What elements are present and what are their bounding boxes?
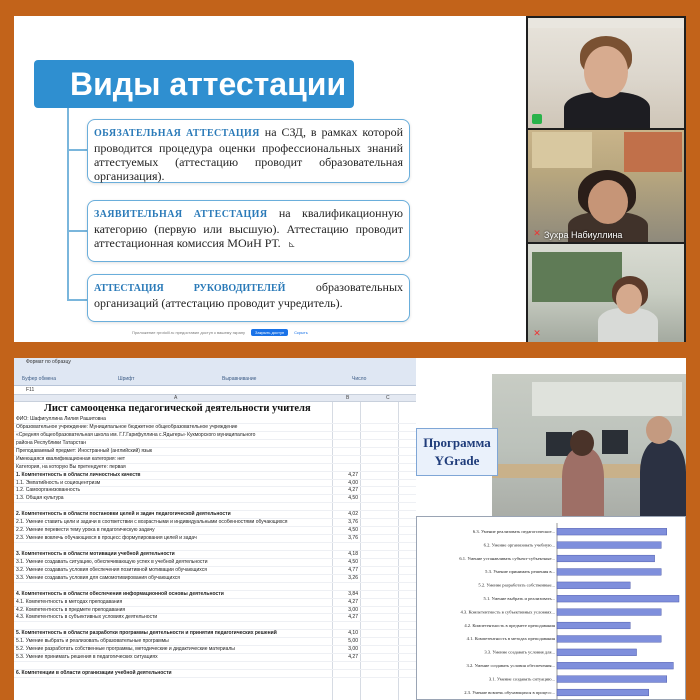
column-header[interactable]: B	[346, 395, 350, 401]
chart-category-label: 5.1. Умение выбрать и реализовать...	[483, 596, 555, 602]
row-label: 4.3. Компетентность в субъективных условиях деятельности	[16, 614, 158, 621]
chart-category-label: 6.1. Умение устанавливать субъект-субъектные...	[459, 555, 555, 561]
person-head	[646, 416, 672, 444]
chart-bar	[557, 542, 661, 549]
row-label: 5.2. Умение разработать собственные программы, методические и дидактические материалы	[16, 646, 235, 653]
competency-bar-chart	[416, 516, 686, 700]
chart-category-label: 3.3. Умение создавать условия для...	[484, 649, 555, 655]
chart-category-label: 6.2. Умение организовать учебную...	[483, 542, 555, 548]
table-row[interactable]	[14, 670, 416, 678]
chart-bar	[557, 555, 655, 562]
row-label: 2.1. Умение ставить цели и задачи в соответствии с возрастными и индивидуальными особенностями обучающихся	[16, 519, 288, 526]
formula-bar[interactable]	[14, 386, 416, 395]
chart-category-label: 4.1. Компетентность в методах преподавания	[466, 636, 555, 642]
ribbon-group-label: Выравнивание	[222, 376, 257, 382]
table-row[interactable]	[14, 472, 416, 480]
row-score: 3,00	[348, 606, 358, 613]
row-label: 4.2. Компетентность в предмете преподавания	[16, 606, 126, 613]
row-label: 3.3. Умение создавать условия для самомотивирования обучающихся	[16, 574, 180, 581]
row-label: Образовательное учреждение: Муниципальное бюджетное общеобразовательное учреждение	[16, 423, 238, 430]
card-text: на СЗД, в рамках которой проводится процедура оценки профессиональных знаний аттестуемых (аттестацию проводит образовательная организация).	[94, 125, 403, 183]
person-figure	[562, 448, 604, 520]
participant-face	[588, 180, 628, 224]
row-score: 4,50	[348, 558, 358, 565]
chalkboard	[532, 252, 622, 302]
row-score: 3,00	[348, 646, 358, 653]
chart-bar	[557, 528, 667, 535]
spreadsheet-window	[14, 358, 416, 700]
format-painter-button[interactable]: Формат по образцу	[26, 359, 71, 365]
column-headers	[14, 395, 416, 402]
participant-face	[584, 46, 628, 98]
person-head	[570, 430, 594, 456]
program-name: YGrade	[434, 453, 480, 468]
table-row[interactable]	[14, 456, 416, 464]
wall-posters	[532, 382, 682, 416]
row-score: 4,50	[348, 527, 358, 534]
classroom-photo	[492, 374, 686, 520]
row-label: 2.2. Умение перевести тему урока в педагогическую задачу	[16, 527, 155, 534]
tree-connector	[67, 108, 69, 300]
ribbon-group-label: Буфер обмена	[22, 376, 56, 382]
row-score: 4,27	[348, 471, 358, 478]
row-score: 4,27	[348, 487, 358, 494]
presentation-slide	[14, 16, 526, 342]
row-label: 5.3. Умение принимать решения в педагогических ситуациях	[16, 654, 158, 661]
table-row[interactable]	[14, 503, 416, 511]
table-row[interactable]	[14, 432, 416, 440]
column-header[interactable]: C	[386, 395, 390, 401]
card-text: на квалификационную категорию (первую или высшую). Аттестацию проводит аттестационная комиссия МОиН РТ.	[94, 206, 403, 250]
table-row[interactable]	[14, 487, 416, 495]
row-score: 4,00	[348, 479, 358, 486]
table-row[interactable]	[14, 464, 416, 472]
table-row[interactable]	[14, 591, 416, 599]
chart-category-label: 3.2. Умение создавать условия обеспечения...	[466, 663, 555, 669]
tree-branch	[67, 230, 89, 232]
chart-bar	[557, 595, 679, 602]
table-row[interactable]	[14, 448, 416, 456]
microphone-on-icon	[532, 114, 542, 124]
row-score: 3,84	[348, 590, 358, 597]
table-row[interactable]	[14, 559, 416, 567]
row-label: 1.2. Самоорганизованность	[16, 487, 81, 494]
chart-svg	[417, 517, 686, 700]
table-row[interactable]	[14, 424, 416, 432]
table-row[interactable]	[14, 551, 416, 559]
table-row[interactable]	[14, 567, 416, 575]
table-row[interactable]	[14, 646, 416, 654]
video-participants-panel	[526, 16, 686, 342]
row-label: 1.3. Общая культура	[16, 495, 64, 502]
chart-bar	[557, 582, 630, 589]
notice-text: Приложение rprotolll.ru предоставил доступ к вашему экрану	[132, 329, 246, 335]
tree-branch	[67, 149, 89, 151]
worksheet[interactable]	[14, 402, 416, 700]
chart-bar	[557, 662, 673, 669]
card-keyword: АТТЕСТАЦИЯ РУКОВОДИТЕЛЕЙ	[94, 283, 286, 294]
slide-title-box	[34, 60, 354, 108]
poster	[624, 132, 682, 172]
person-figure	[640, 440, 686, 520]
row-label: Имеющаяся квалификационная категория: нет	[16, 455, 126, 462]
worksheet-rows	[14, 416, 416, 678]
chart-category-label: 3.1. Умение создавать ситуацию...	[488, 676, 555, 682]
card-text: образовательных организаций (аттестацию проводит учредитель).	[94, 280, 403, 310]
chart-bar	[557, 609, 661, 616]
chart-bar	[557, 689, 649, 696]
row-label: Преподаваемый предмет: Иностранный (английский) язык	[16, 447, 153, 454]
table-row[interactable]	[14, 599, 416, 607]
row-score: 4,50	[348, 495, 358, 502]
chart-category-label: 4.2. Компетентность в предмете преподавания	[464, 622, 555, 628]
poster	[532, 132, 592, 168]
ribbon-group-label: Шрифт	[118, 376, 135, 382]
card-keyword: ОБЯЗАТЕЛЬНАЯ АТТЕСТАЦИЯ	[94, 128, 260, 139]
participant-face	[616, 284, 642, 314]
row-score: 4,18	[348, 550, 358, 557]
table-row[interactable]	[14, 480, 416, 488]
chart-bar	[557, 676, 667, 683]
chart-bar	[557, 649, 637, 656]
chart-category-label: 2.3. Умение вовлечь обучающихся в процесс...	[464, 689, 555, 695]
table-row[interactable]	[14, 543, 416, 551]
row-label: 3.1. Умение создавать ситуацию, обеспечивающую успех в учебной деятельности	[16, 558, 208, 565]
table-row[interactable]	[14, 630, 416, 638]
photo-area	[416, 358, 686, 700]
table-row[interactable]	[14, 511, 416, 519]
row-score: 3,76	[348, 535, 358, 542]
table-row[interactable]	[14, 440, 416, 448]
row-label: 1.1. Эмпатийность и социоцентризм	[16, 479, 101, 486]
row-label: района Республики Татарстан	[16, 439, 87, 446]
card-keyword: ЗАЯВИТЕЛЬНАЯ АТТЕСТАЦИЯ	[94, 209, 268, 220]
microphone-muted-icon: ✕	[533, 228, 541, 238]
row-score: 3,76	[348, 519, 358, 526]
program-label-box	[416, 428, 498, 476]
row-label: «Средняя общеобразовательная школа им. Г.Г.Гарифуллина с.Ядыгерь» Кукморского муниципального	[16, 431, 256, 438]
row-score: 4,02	[348, 511, 358, 518]
row-label: 4. Компетентность в области обеспечения информационной основы деятельности	[16, 590, 224, 597]
chart-category-label: 5.3. Умение принимать решения в...	[485, 569, 555, 575]
participant-video-tile[interactable]	[528, 244, 684, 342]
attestation-card-application	[87, 200, 410, 262]
screen-share-panel	[14, 16, 686, 342]
table-row[interactable]	[14, 519, 416, 527]
table-row[interactable]	[14, 614, 416, 622]
table-row[interactable]	[14, 535, 416, 543]
table-row[interactable]	[14, 638, 416, 646]
program-label: Программа	[423, 435, 491, 450]
table-row[interactable]	[14, 575, 416, 583]
tree-branch	[67, 299, 89, 301]
table-row[interactable]	[14, 527, 416, 535]
row-score: 4,27	[348, 614, 358, 621]
table-row[interactable]	[14, 583, 416, 591]
table-row[interactable]	[14, 622, 416, 630]
row-label: Категория, на которую Вы претендуете: первая	[16, 463, 126, 470]
chart-bar	[557, 636, 661, 643]
row-score: 4,10	[348, 630, 358, 637]
hide-notice-button[interactable]: Скрыть	[294, 329, 308, 335]
row-label: 1. Компетентность в области личностных качеств	[16, 471, 141, 478]
row-label: 5. Компетентность в области разработки программы деятельности и принятия педагогических решений	[16, 630, 277, 637]
row-label: 5.1. Умение выбрать и реализовать образовательные программы	[16, 638, 169, 645]
row-label: 2. Компетентность в области постановки целей и задач педагогической деятельности	[16, 511, 231, 518]
row-label: 2.3. Умение вовлечь обучающихся в процесс формулирования целей и задач	[16, 535, 197, 542]
collage-bottom-panel	[14, 358, 686, 700]
sheet-title: Лист самооценка педагогической деятельности учителя	[44, 403, 311, 414]
stop-sharing-button[interactable]: Закрыть доступ	[251, 329, 288, 336]
screen-share-notice	[132, 326, 322, 338]
chart-category-label: 4.3. Компетентность в субъективных условиях...	[460, 609, 555, 615]
row-label: 4.1. Компетентность в методах преподавания	[16, 598, 123, 605]
row-label: 3.2. Умение создавать условия обеспечения позитивной мотивации обучающихся	[16, 566, 207, 573]
ribbon-group-label: Число	[352, 376, 367, 382]
row-score: 5,00	[348, 638, 358, 645]
attestation-card-managers	[87, 274, 410, 322]
row-label: 3. Компетентность в области мотивации учебной деятельности	[16, 550, 175, 557]
monitor	[602, 430, 628, 454]
table-row[interactable]	[14, 416, 416, 424]
row-label: 6. Компетенции в области организации учебной деятельности	[16, 670, 172, 676]
ceiling	[528, 18, 684, 28]
row-score: 4,27	[348, 598, 358, 605]
chart-bar	[557, 622, 630, 629]
slide-title: Виды аттестации	[70, 66, 347, 102]
cell-reference[interactable]: F11	[26, 387, 35, 393]
column-header[interactable]: A	[174, 395, 178, 401]
table-row[interactable]	[14, 654, 416, 662]
mouse-cursor-icon: ⊾	[288, 239, 296, 249]
table-row[interactable]	[14, 495, 416, 503]
excel-ribbon	[14, 358, 416, 386]
participant-video-tile[interactable]	[528, 130, 684, 242]
row-score: 3,26	[348, 574, 358, 581]
chart-bar	[557, 569, 661, 576]
participant-video-tile[interactable]	[528, 18, 684, 128]
table-row[interactable]	[14, 607, 416, 615]
table-row[interactable]	[14, 662, 416, 670]
chart-category-label: 6.3. Умение реализовать педагогическое...	[472, 529, 555, 535]
attestation-card-mandatory	[87, 119, 410, 183]
microphone-muted-icon: ✕	[533, 328, 541, 338]
chart-category-label: 5.2. Умение разработать собственные...	[478, 582, 555, 588]
row-score: 4,27	[348, 654, 358, 661]
row-score: 4,77	[348, 566, 358, 573]
row-label: ФИО: Шафигуллина Лилия Рашитовна	[16, 416, 106, 422]
participant-name: Зухра Набиуллина	[544, 230, 623, 240]
